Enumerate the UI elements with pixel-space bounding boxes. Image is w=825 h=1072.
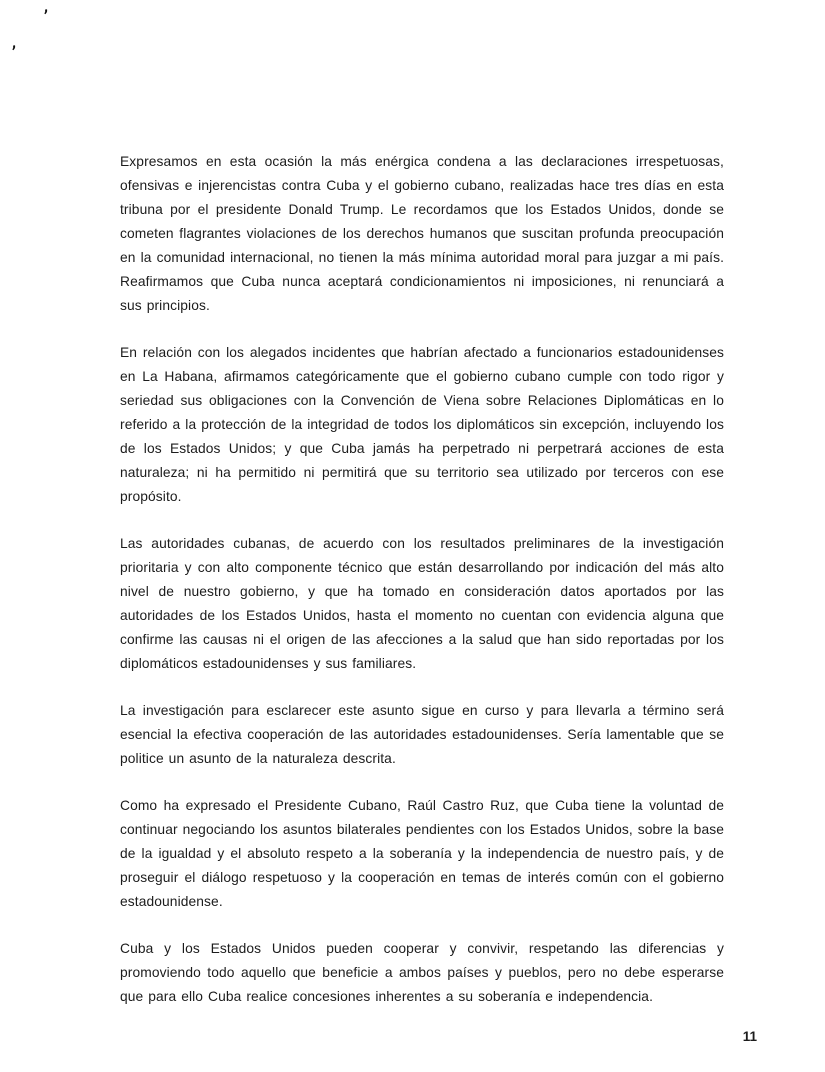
paragraph-autoridades-cubanas: Las autoridades cubanas, de acuerdo con los resultados preliminares de la investigación prioritaria y con alto componente técnico que están desarrollando por indicación del más alto nivel de nuestro gobierno, y que ha tomado en consideración datos aportados por las autoridades de los Estados Unidos, hasta el momento no cuentan con evidencia alguna que confirme las causas ni el origen de las afecciones a la salud que han sido reportadas por los diplomáticos estadounidenses y sus familiares.	[120, 536, 724, 671]
paragraph-cooperar-convivir: Cuba y los Estados Unidos pueden cooperar y convivir, respetando las diferencias y promoviendo todo aquello que beneficie a ambos países y pueblos, pero no debe esperarse que para ello Cuba realice concesiones inherentes a su soberanía e independencia.	[120, 941, 724, 1004]
pen-mark-icon: ’	[10, 41, 20, 62]
paragraph-condena-declaraciones: Expresamos en esta ocasión la más enérgica condena a las declaraciones irrespetuosas, ofensivas e injerencistas contra Cuba y el gobierno cubano, realizadas hace tres días en esta tribuna por el presidente Donald Trump. Le recordamos que los Estados Unidos, donde se cometen flagrantes violaciones de los derechos humanos que suscitan profunda preocupación en la comunidad internacional, no tienen la más mínima autoridad moral para juzgar a mi país. Reafirmamos que Cuba nunca aceptará condicionamientos ni imposiciones, ni renunciará a sus principios.	[120, 154, 724, 313]
pen-mark-icon: ’	[42, 5, 52, 26]
paragraph-incidentes-habana: En relación con los alegados incidentes que habrían afectado a funcionarios estadounidenses en La Habana, afirmamos categóricamente que el gobierno cubano cumple con todo rigor y seriedad sus obligaciones con la Convención de Viena sobre Relaciones Diplomáticas en lo referido a la protección de la integridad de todos los diplomáticos sin excepción, incluyendo los de los Estados Unidos; y que Cuba jamás ha perpetrado ni perpetrará acciones de esta naturaleza; ni ha permitido ni permitirá que su territorio sea utilizado por terceros con ese propósito.	[120, 345, 724, 504]
document-body	[120, 150, 724, 1032]
paragraph-raul-castro: Como ha expresado el Presidente Cubano, Raúl Castro Ruz, que Cuba tiene la voluntad de continuar negociando los asuntos bilaterales pendientes con los Estados Unidos, sobre la base de la igualdad y el absoluto respeto a la soberanía y la independencia de nuestro país, y de proseguir el diálogo respetuoso y la cooperación en temas de interés común con el gobierno estadounidense.	[120, 798, 724, 909]
paragraph-investigacion-curso: La investigación para esclarecer este asunto sigue en curso y para llevarla a término será esencial la efectiva cooperación de las autoridades estadounidenses. Sería lamentable que se politice un asunto de la naturaleza descrita.	[120, 703, 724, 766]
page-number: 11	[742, 1029, 757, 1044]
